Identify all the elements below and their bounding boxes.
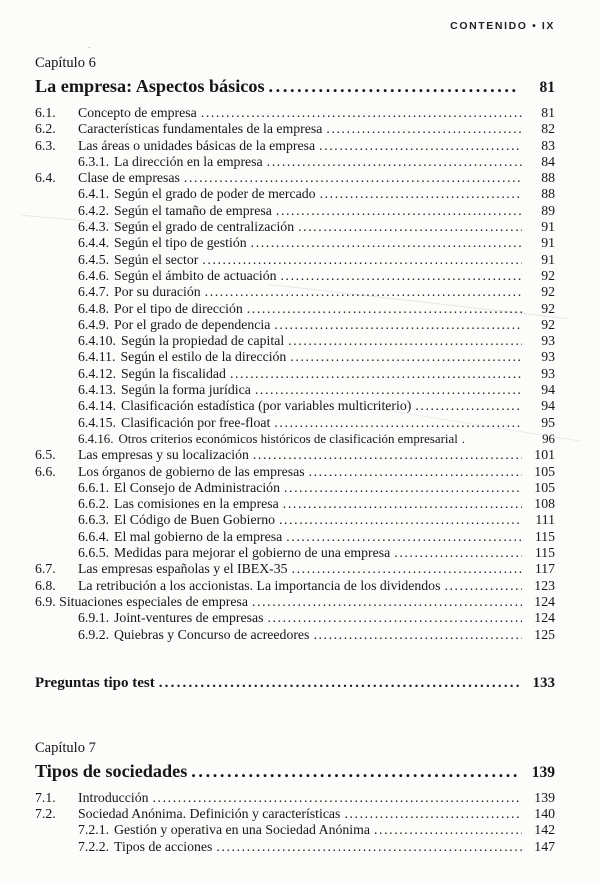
toc-entry	[35, 317, 555, 333]
dot-leader	[284, 480, 522, 496]
dot-leader	[159, 674, 522, 693]
entry-number: 6.4.9.	[78, 316, 110, 332]
chapter-label: Capítulo 6	[35, 55, 96, 71]
toc-entry	[35, 627, 555, 643]
entry-number: 6.4.7.	[78, 284, 110, 300]
entry-number: 6.9.1.	[78, 610, 110, 626]
entry-number: 6.1.	[35, 105, 56, 120]
entry-title: Según el estilo de la dirección	[120, 349, 287, 365]
toc-entry	[35, 806, 555, 822]
toc-entry	[35, 138, 555, 154]
entry-title: Según la fiscalidad	[120, 365, 226, 381]
dot-leader	[309, 464, 522, 480]
page-number: 115	[534, 545, 555, 561]
dot-leader	[319, 138, 522, 154]
page-number: 84	[541, 153, 555, 169]
entry-title: Tipos de acciones	[114, 838, 213, 854]
dot-leader	[326, 121, 522, 137]
entry-title: Sociedad Anónima. Definición y características	[78, 806, 341, 822]
entry-number: 6.4.15.	[78, 414, 116, 430]
page-number: 93	[541, 349, 555, 365]
chapter-title-row	[35, 760, 555, 784]
dot-leader	[281, 268, 523, 284]
entry-title: Quiebras y Concurso de acreedores	[114, 626, 310, 642]
toc-entry	[35, 415, 555, 431]
entry-title: 6.9. Situaciones especiales de empresa	[35, 593, 249, 609]
toc-entry	[35, 170, 555, 186]
entry-title: Los órganos de gobierno de las empresas	[78, 463, 305, 479]
page-number: 147	[534, 838, 555, 854]
entry-number: 6.4.6.	[78, 267, 110, 283]
page-number: 92	[541, 316, 555, 332]
toc-entry	[35, 839, 555, 855]
chapter-title: La empresa: Aspectos básicos	[35, 76, 265, 96]
toc-entry	[35, 496, 555, 512]
page-number: 95	[541, 414, 555, 430]
entry-number: 7.2.2.	[78, 838, 110, 854]
dot-leader	[269, 75, 518, 97]
dot-leader	[290, 349, 522, 365]
scan-artifact-line	[88, 47, 91, 48]
dot-leader	[267, 154, 522, 170]
page-number: 93	[541, 333, 555, 349]
entry-number: 6.4.14.	[78, 398, 116, 414]
page-number: 105	[534, 463, 555, 479]
toc-entry	[35, 105, 555, 121]
dot-leader	[153, 790, 523, 806]
page-number: 89	[541, 202, 555, 218]
page-number: 124	[534, 610, 555, 626]
page-number: 91	[541, 219, 555, 235]
page-number: 139	[534, 789, 555, 805]
entry-list	[35, 790, 555, 855]
entry-number: 6.9.2.	[78, 626, 110, 642]
entry-number: 7.2.1.	[78, 822, 110, 838]
toc-entry	[35, 186, 555, 202]
toc-entry	[35, 154, 555, 170]
toc-entry	[35, 790, 555, 806]
entry-number: 6.4.8.	[78, 300, 110, 316]
dot-leader	[462, 431, 522, 447]
dot-leader	[205, 284, 522, 300]
entry-title: Según el tamaño de empresa	[114, 202, 272, 218]
dot-leader	[374, 822, 522, 838]
toc-entry	[35, 447, 555, 463]
dot-leader	[247, 301, 522, 317]
toc-entry	[35, 219, 555, 235]
entry-number: 6.6.1.	[78, 479, 110, 495]
entry-title: El Consejo de Administración	[114, 479, 280, 495]
page-number: 115	[534, 528, 555, 544]
page-number: 96	[542, 431, 555, 446]
entry-title: Clasificación estadística (por variables multicriterio)	[120, 398, 412, 414]
dot-leader	[191, 760, 518, 782]
dot-leader	[313, 627, 522, 643]
entry-title: La dirección en la empresa	[114, 153, 263, 169]
entry-title: Otros criterios económicos históricos de clasificación empresarial	[118, 431, 458, 446]
entry-title: Características fundamentales de la empresa	[78, 121, 323, 137]
toc-entry	[35, 252, 555, 268]
entry-number: 6.6.4.	[78, 528, 110, 544]
page-number: 92	[541, 267, 555, 283]
toc-entry	[35, 529, 555, 545]
entry-number: 6.7.	[35, 561, 56, 577]
toc-entry	[35, 594, 555, 610]
toc-entry	[35, 480, 555, 496]
page-number: 105	[534, 479, 555, 495]
dot-leader	[274, 317, 522, 333]
page-number: 91	[541, 235, 555, 251]
toc-entry	[35, 284, 555, 300]
toc-entry	[35, 366, 555, 382]
page-number: 124	[534, 593, 555, 609]
toc-entry	[35, 431, 555, 447]
dot-leader	[184, 170, 522, 186]
page-number: 81	[539, 79, 555, 96]
dot-leader	[444, 578, 522, 594]
chapter-title-row	[35, 75, 555, 99]
page-number: 94	[541, 382, 555, 398]
toc-entry	[35, 398, 555, 414]
entry-title: Gestión y operativa en una Sociedad Anónima	[114, 822, 370, 838]
entry-title: Clasificación por free-float	[120, 414, 271, 430]
entry-number: 6.6.	[35, 463, 56, 479]
toc-entry	[35, 333, 555, 349]
entry-title: Introducción	[78, 789, 149, 805]
dot-leader	[288, 333, 522, 349]
dot-leader	[298, 219, 522, 235]
page-number: 139	[531, 763, 555, 781]
toc-entry	[35, 578, 555, 594]
toc-entry	[35, 464, 555, 480]
entry-title: Las comisiones en la empresa	[114, 496, 279, 512]
entry-title: Las áreas o unidades básicas de la empresa	[78, 137, 316, 153]
entry-number: 6.2.	[35, 121, 56, 137]
page-number: 133	[532, 674, 555, 691]
entry-title: Según el grado de centralización	[114, 219, 295, 235]
entry-number: 6.4.16.	[78, 431, 114, 446]
toc-entry	[35, 610, 555, 626]
dot-leader	[279, 512, 522, 528]
page-number: 93	[541, 365, 555, 381]
dot-leader	[344, 806, 522, 822]
page-number: 125	[534, 626, 555, 642]
entry-number: 6.4.1.	[78, 186, 110, 202]
entry-title: Por su duración	[114, 284, 201, 300]
page-number: 111	[535, 512, 555, 528]
toc-entry	[35, 301, 555, 317]
entry-title: La retribución a los accionistas. La importancia de los dividendos	[78, 577, 441, 593]
entry-number: 6.6.5.	[78, 545, 110, 561]
entry-number: 6.4.2.	[78, 202, 110, 218]
entry-title: Medidas para mejorar el gobierno de una empresa	[114, 545, 391, 561]
toc-entry	[35, 349, 555, 365]
dot-leader	[415, 398, 522, 414]
entry-title: Según la forma jurídica	[120, 382, 251, 398]
dot-leader	[201, 105, 522, 121]
chapter-label: Capítulo 7	[35, 739, 96, 756]
page-number: 123	[534, 577, 555, 593]
entry-title: Preguntas tipo test	[35, 674, 155, 691]
dot-leader	[202, 252, 522, 268]
toc-entry	[35, 203, 555, 219]
entry-number: 6.4.3.	[78, 219, 110, 235]
page-number: 108	[534, 496, 555, 512]
page-number: 83	[541, 137, 555, 153]
entry-number: 6.4.10.	[78, 333, 116, 349]
entry-title: Joint-ventures de empresas	[114, 610, 264, 626]
toc-entry	[35, 268, 555, 284]
chapter-block	[35, 54, 555, 643]
entry-number: 6.4.11.	[78, 349, 116, 365]
dot-leader	[394, 545, 522, 561]
toc-entry	[35, 512, 555, 528]
dot-leader	[230, 366, 522, 382]
entry-number: 6.4.13.	[78, 382, 116, 398]
page-number: 142	[534, 822, 555, 838]
dot-leader	[251, 235, 522, 251]
chapter-title: Tipos de sociedades	[35, 760, 188, 781]
running-header: CONTENIDO • IX	[450, 20, 555, 32]
dot-leader	[292, 561, 522, 577]
page-number: 92	[541, 300, 555, 316]
entry-number: 6.6.2.	[78, 496, 110, 512]
page-number: 81	[541, 105, 555, 120]
dot-leader	[267, 610, 522, 626]
page-number: 88	[541, 170, 555, 186]
page-number: 140	[534, 806, 555, 822]
dot-leader	[276, 203, 522, 219]
dot-leader	[286, 529, 522, 545]
entry-number: 6.4.4.	[78, 235, 110, 251]
toc-entry	[35, 121, 555, 137]
entry-title: Según el tipo de gestión	[114, 235, 247, 251]
page-number: 94	[541, 398, 555, 414]
entry-title: Las empresas españolas y el IBEX-35	[78, 561, 288, 577]
entry-list	[35, 105, 555, 643]
dot-leader	[252, 594, 522, 610]
dot-leader	[320, 186, 522, 202]
entry-title: Según el sector	[114, 251, 199, 267]
dot-leader	[274, 415, 522, 431]
entry-title: Por el tipo de dirección	[114, 300, 243, 316]
entry-number: 6.6.3.	[78, 512, 110, 528]
toc-content	[35, 54, 555, 855]
entry-title: Según el grado de poder de mercado	[114, 186, 316, 202]
entry-title: El Código de Buen Gobierno	[114, 512, 275, 528]
page-number: 82	[541, 121, 555, 137]
toc-entry	[35, 382, 555, 398]
entry-number: 6.3.	[35, 137, 56, 153]
toc-standalone-entry	[35, 674, 555, 693]
toc-entry	[35, 561, 555, 577]
page-number: 91	[541, 251, 555, 267]
page-number: 101	[534, 447, 555, 463]
entry-title: Según el ámbito de actuación	[114, 267, 277, 283]
page-number: 92	[541, 284, 555, 300]
dot-leader	[253, 447, 522, 463]
page-number: 117	[534, 561, 555, 577]
chapter-block	[35, 739, 555, 855]
dot-leader	[283, 496, 522, 512]
entry-title: Concepto de empresa	[78, 105, 197, 120]
entry-number: 6.4.5.	[78, 251, 110, 267]
entry-number: 6.5.	[35, 447, 56, 463]
page-number: 88	[541, 186, 555, 202]
entry-title: Según la propiedad de capital	[120, 333, 285, 349]
entry-number: 6.4.	[35, 170, 56, 186]
entry-title: Clase de empresas	[78, 170, 180, 186]
dot-leader	[216, 839, 522, 855]
dot-leader	[255, 382, 522, 398]
entry-number: 6.4.12.	[78, 365, 116, 381]
entry-number: 6.3.1.	[78, 153, 110, 169]
toc-entry	[35, 822, 555, 838]
entry-number: 7.2.	[35, 806, 56, 822]
entry-title: El mal gobierno de la empresa	[114, 528, 283, 544]
entry-title: Por el grado de dependencia	[114, 316, 271, 332]
entry-title: Las empresas y su localización	[78, 447, 249, 463]
toc-entry	[35, 545, 555, 561]
entry-number: 6.8.	[35, 577, 56, 593]
toc-entry	[35, 235, 555, 251]
entry-number: 7.1.	[35, 789, 56, 805]
